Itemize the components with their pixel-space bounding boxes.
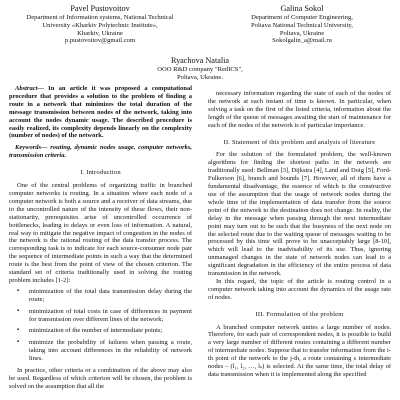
list-item: ▪ minimization of the number of intermediate points; xyxy=(29,327,192,335)
paragraph: For the solution of the formulated problem, the well-known algorithms for finding the shortest paths in the network are traditionally used: Bellman [3], Dijkstra [4], Land and Doig [5], Ford-Fulkerson [6], branch and bounds [7]. However, all of them have a fundamental disadvantage, the essence of which is the constructive use of the assumption that the usage of network nodes during the whole time of the implementation of data transfer from the source point of the network to the destination does not change. In reality, the delay in the message when passing through the next intermediate point may turn out to be such that the busyness of the next node on the selected route due to the waiting queue of messages waiting to be processed by this time will prove to be unacceptably large [8-10], which will lead to the inadvisability of its use. Thus, ignoring unmanaged changes in the state of network nodes can lead to a significant degradation in the efficiency of the entire process of data transmission in the network. xyxy=(208,151,391,278)
abstract-label: Abstract xyxy=(15,85,38,92)
section-heading-introduction: I. Introduction xyxy=(80,169,121,177)
paragraph: One of the central problems of organizing traffic in branched computer networks is routing. In a situation where each node of a computer network is both a source and a receiver of data streams, due to the uncontrolled nature of the intensity of these flows, their non-stationarity, prerequisites arise of uncontrolled occurrence of bottlenecks, leading to delays or even loss of information. A natural, real way to mitigate the negative impact of congestion in the nodes of the network is the rational routing of the data transfer process. The corresponding task is to indicate for each source-consumer node pair the sequence of intermediate points in such a way that the determined route is the best from the point of view of the chosen criterion. The standard set of criteria traditionally used in solving the routing problem includes [1-2]: xyxy=(9,182,192,284)
author-affiliation-line: Kharkiv, Ukraine xyxy=(77,29,123,37)
criteria-list xyxy=(9,288,192,363)
author-name: Pavel Pustovoitov xyxy=(70,4,130,13)
author-affiliation-line: Department of Information systems, National Technical xyxy=(26,14,174,21)
author-block-2 xyxy=(212,4,392,45)
author-affiliation-line: Department of Computer Engineering, xyxy=(251,14,353,21)
paragraph: necessary information regarding the state of each of the nodes of the network at each instant of time is known. In particular, when solving a task on the first of the listed criteria, information about the length of the queue of messages awaiting the start of maintenance for each of the nodes of the network is of particular importance. xyxy=(208,90,391,129)
author-affiliation-line: Poltava, Ukraine. xyxy=(177,73,223,81)
left-column xyxy=(9,85,192,391)
author-email: p.pustovoitov@gmail.com xyxy=(64,37,136,45)
keywords xyxy=(9,144,192,160)
author-block-1 xyxy=(10,4,190,45)
author-affiliation-line: Poltava, Ukraine xyxy=(279,29,325,37)
paragraph: In this regard, the topic of the article is routing control in a computer network taking into account the dynamics of the usage rate of nodes. xyxy=(208,277,391,301)
author-affiliation-line: OOO R&D company "RedICS", xyxy=(157,66,243,73)
abstract xyxy=(9,85,192,140)
author-email: Sokolgalin_a@mail.ru xyxy=(272,37,332,45)
author-affiliation-line: University «Kharkiv Polytechnic Institute», xyxy=(42,21,158,29)
list-item: ▪ minimization of total costs in case of differences in payment for transmission over different lines of the network; xyxy=(29,308,192,324)
abstract-text: — In an article it was proposed a computational procedure that provides a solution to the problem of finding a route in a network that minimizes the total duration of the message transmission between nodes of the network, taking into account the nodes dynamic usage. The described procedure is easily realized, its complexity depends linearly on the complexity (number of nodes) of the network. xyxy=(9,85,192,140)
author-name: Galina Sokol xyxy=(280,4,324,13)
author-name: Ryachova Natalia xyxy=(170,56,230,65)
keywords-label: Keywords xyxy=(15,144,41,152)
paragraph: In practice, other criteria or a combination of the above may also be used. Regardless of which criterion will be chosen, the problem is solved on the assumption that all the xyxy=(9,367,192,390)
keywords-text: — routing, dynamic nodes usage, computer networks, transmission criteria. xyxy=(9,144,192,160)
author-affiliation-line: Poltava National Technical University, xyxy=(251,21,353,29)
right-column-body xyxy=(208,90,391,379)
section-heading-formulation: III. Formulation of the problem xyxy=(255,310,344,318)
list-item: ▪ minimize the probability of failures when passing a route, taking into account differences in the reliability of network lines. xyxy=(29,339,192,363)
section-heading-problem-statement: II. Statement of this problem and analysis of literature xyxy=(223,138,376,146)
author-block-3 xyxy=(110,56,290,82)
paragraph: A branched computer network unites a large number of nodes. Therefore, for each pair of correspondent nodes, it is possible to build a very large number of different routes containing a different number of intermediate nodes. Suppose that to transfer information from the i-th point of the network to the j-th, a route containing s intermediate nodes – (l₁, l₂, …, lₛ) is selected. At the same time, the total delay of data transmission when it is implemented along the specified xyxy=(208,323,391,378)
list-item: ▪ minimization of the total data transmission delay during the route; xyxy=(29,288,192,304)
